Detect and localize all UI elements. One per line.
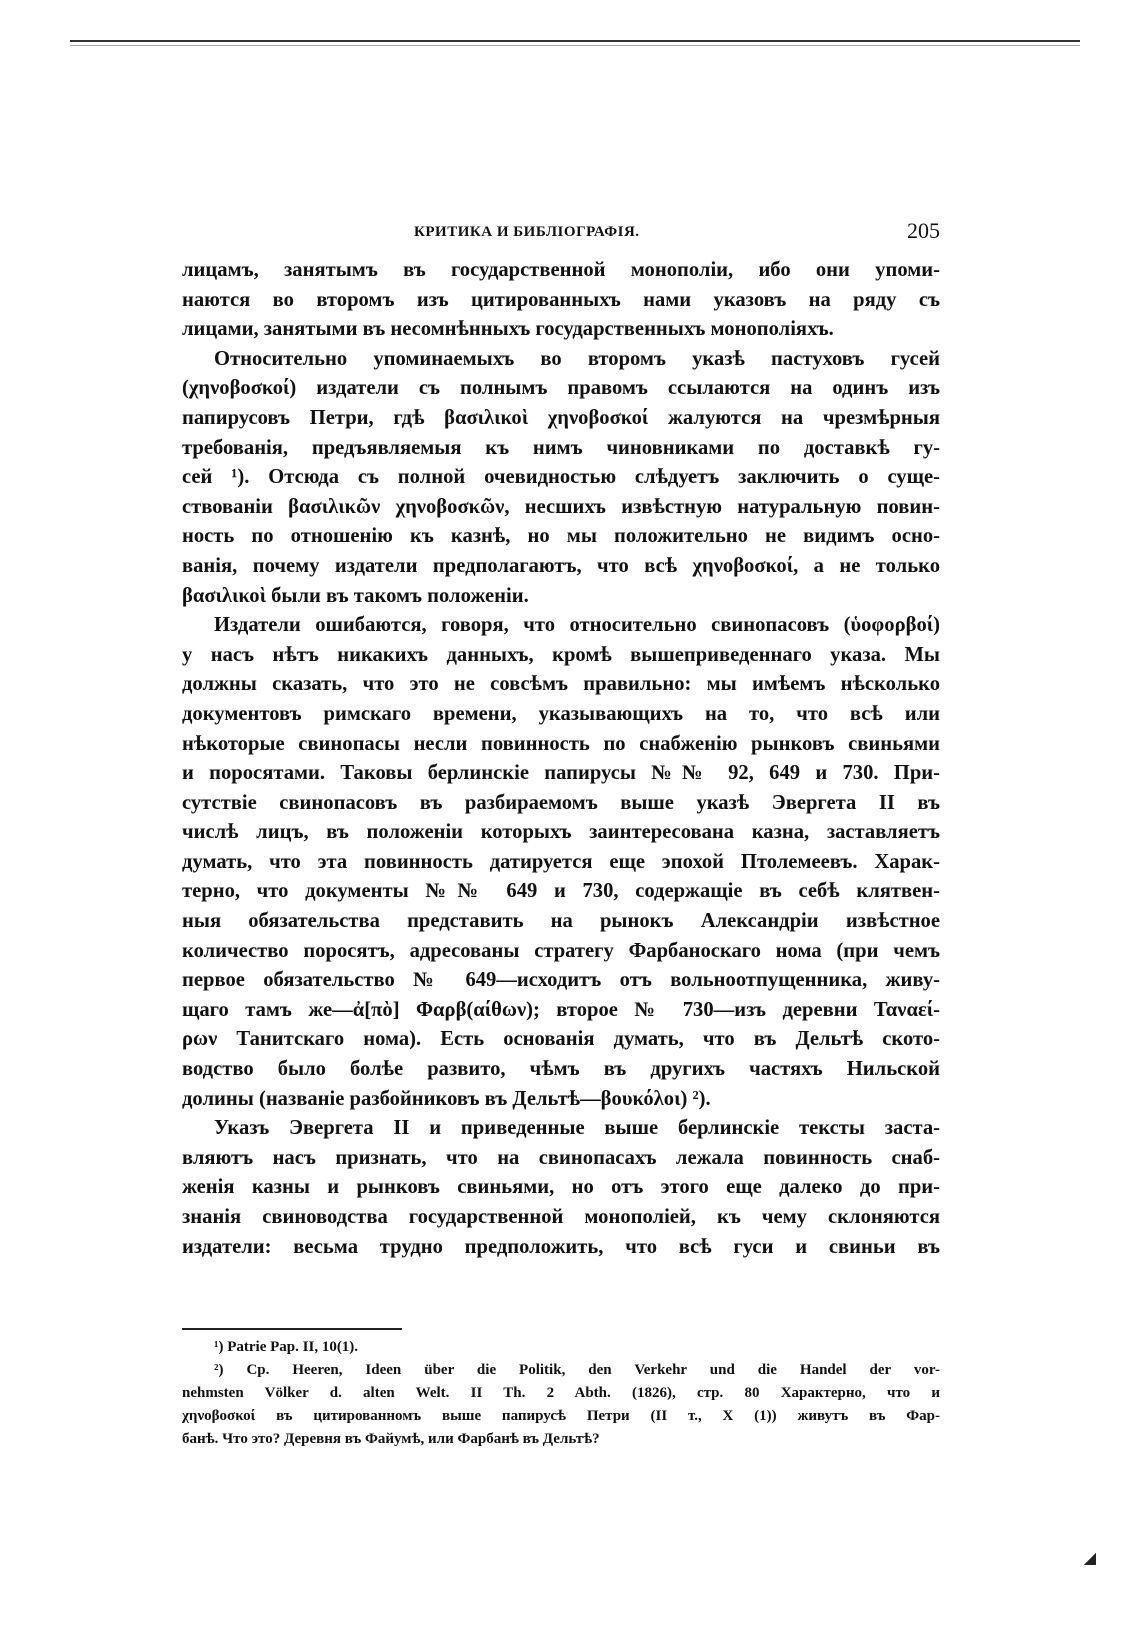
text-line: лицами, занятыми въ несомнѣнныхъ государственныхъ монополіяхъ.: [182, 318, 834, 341]
footnote-line: банѣ. Что это? Деревня въ Файумѣ, или Фарбанѣ въ Дельтѣ?: [182, 1431, 600, 1447]
running-head: КРИТИКА И БИБЛІОГРАФІЯ.: [414, 224, 640, 240]
text-line: водство было болѣе развито, чѣмъ въ другихъ частяхъ Нильской: [182, 1058, 940, 1081]
text-line: вляютъ насъ признать, что на свинопасахъ лежала повинность снаб-: [182, 1146, 940, 1169]
text-line: (χηνοβοσκοί) издатели съ полнымъ правомъ ссылаются на одинъ изъ: [182, 377, 940, 400]
text-line: сей ¹). Отсюда съ полной очевидностью слѣдуетъ заключить о суще-: [182, 466, 940, 489]
text-line: требованія, предъявляемыя къ нимъ чиновниками по доставкѣ гу-: [182, 436, 940, 459]
text-line: Относительно упоминаемыхъ во второмъ указѣ пастуховъ гусей: [214, 347, 940, 370]
text-line: ванія, почему издатели предполагаютъ, что всѣ χηνοβοσκοί, а не только: [182, 554, 940, 577]
scan-corner-mark-icon: ◢: [1083, 1548, 1096, 1567]
text-line: и поросятами. Таковы берлинскіе папирусы №№ 92, 649 и 730. При-: [182, 762, 940, 785]
top-scan-rule: [70, 40, 1080, 42]
text-line: документовъ римскаго времени, указывающихъ на то, что всѣ или: [182, 702, 940, 725]
text-line: сутствіе свинопасовъ въ разбираемомъ выше указѣ Эвергета II въ: [182, 791, 940, 814]
text-line: щаго тамъ же—ἀ[πὸ] Φαρβ(αίθων); второе № 730—изъ деревни Ταναεί-: [182, 998, 940, 1021]
text-line: Издатели ошибаются, говоря, что относительно свинопасовъ (ὑοφορβοί): [214, 614, 940, 637]
body-text: [182, 256, 940, 1262]
text-line: у насъ нѣтъ никакихъ данныхъ, кромѣ вышеприведеннаго указа. Мы: [182, 643, 940, 666]
text-line: ныя обязательства представить на рынокъ Александріи извѣстное: [182, 910, 940, 933]
footnotes: [182, 1336, 940, 1451]
text-line: знанія свиноводства государственной монополіей, къ чему склоняются: [182, 1206, 940, 1228]
text-line: ρων Танитскаго нома). Есть основанія думать, что въ Дельтѣ ското-: [182, 1028, 940, 1051]
text-line: количество поросятъ, адресованы стратегу Фарбаноскаго нома (при чемъ: [182, 939, 940, 962]
text-line: женія казны и рынковъ свиньями, но отъ этого еще далеко до при-: [182, 1176, 940, 1199]
page-header: [182, 218, 940, 248]
top-scan-rule-thin: [70, 45, 1080, 46]
text-line: должны сказать, что это не совсѣмъ правильно: мы имѣемъ нѣсколько: [182, 673, 940, 696]
footnote-rule: [182, 1328, 402, 1330]
text-line: ность по отношенію къ казнѣ, но мы положительно не видимъ осно-: [182, 525, 940, 548]
footnote-line: ²) Cp. Heeren, Ideen über die Politik, den Verkehr und die Handel der vor-: [214, 1362, 940, 1378]
text-line: издатели: весьма трудно предположить, что всѣ гуси и свиньи въ: [182, 1235, 940, 1258]
text-line: долины (названіе разбойниковъ въ Дельтѣ—βουκόλοι) ²).: [182, 1087, 711, 1110]
text-line: первое обязательство № 649—исходитъ отъ вольноотпущенника, живу-: [182, 969, 940, 992]
text-line: ствованіи βασιλικῶν χηνοβοσκῶν, несшихъ извѣстную натуральную повин-: [182, 495, 940, 518]
text-line: терно, что документы №№ 649 и 730, содержащіе въ себѣ клятвен-: [182, 880, 940, 903]
page-number: 205: [907, 218, 940, 243]
text-line: лицамъ, занятымъ въ государственной монополіи, ибо они упоми-: [182, 259, 940, 281]
text-line: думать, что эта повинность датируется еще эпохой Птолемеевъ. Харак-: [182, 850, 940, 873]
text-line: наются во второмъ изъ цитированныхъ нами указовъ на ряду съ: [182, 288, 940, 311]
text-line: βασιλικοὶ были въ такомъ положеніи.: [182, 584, 529, 607]
text-line: числѣ лицъ, въ положеніи которыхъ заинтересована казна, заставляетъ: [182, 821, 940, 844]
footnote-line: χηνοβοσκοί въ цитированномъ выше папирусѣ Петри (II т., X (1)) живутъ въ Фар-: [182, 1408, 940, 1424]
text-line: Указъ Эвергета II и приведенные выше берлинскіе тексты заста-: [214, 1117, 940, 1140]
text-line: нѣкоторые свинопасы несли повинность по снабженію рынковъ свиньями: [182, 732, 940, 755]
text-line: папирусовъ Петри, гдѣ βασιλικοὶ χηνοβοσκοί жалуются на чрезмѣрныя: [182, 406, 940, 429]
footnote-line: ¹) Patrie Pap. II, 10(1).: [214, 1339, 359, 1355]
footnote-line: nehmsten Völker d. alten Welt. II Th. 2 Abth. (1826), стр. 80 Характерно, что и: [182, 1385, 940, 1401]
